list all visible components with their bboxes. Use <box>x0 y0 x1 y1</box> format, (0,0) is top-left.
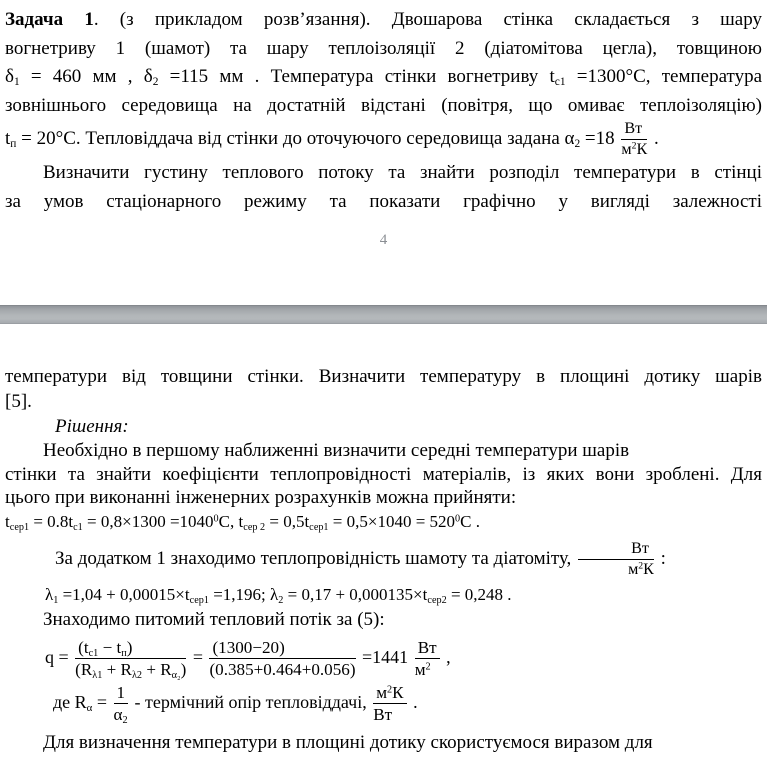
contact-temperature-intro-line: Для визначення температури в площині дотику скористуємося виразом для <box>43 732 653 754</box>
document-page-top <box>0 0 767 250</box>
formula-thermal-conductivities: $\lambda_1 =1,04 + 0,00015\times t_{сер1} =1,196$; $\lambda_2 = 0,17 + 0,000135\times t_{сер2} = 0,248$ . <box>45 584 512 606</box>
problem-statement-line-4: зовнішнього середовища на достатній відстані (повітря, що омиває теплоізоляцію) <box>5 94 762 116</box>
page-number: 4 <box>379 232 388 249</box>
solution-para-line-2: стінки та знайти коефіцієнти теплопровідності матеріалів, із яких вони зроблені. Для <box>5 463 762 485</box>
formula-average-temperatures: $t_{сер1} = 0.8t_{с1} = 0,8\times 1300 =1040^0С$, $t_{сер 2} = 0,5t_{сер1} = 0,5\times 1040 = 520^0С$ . <box>5 511 480 533</box>
fraction: $\frac{1}{\alpha_2}$ <box>113 683 128 727</box>
fraction: $\frac{Вт}{м^2}$ <box>415 638 440 679</box>
formula-heat-flux: q = $\frac{(t_{с1} - t_п)}{(R_{\lambda 1} + R_{\lambda 2} + R_{\alpha_2})}$ = $\frac{(1300-20)}{(0.385+0.464+0.056)}$ =1441 $\frac{Вт}{м^2}$ , <box>45 637 451 681</box>
continuation-line-1: температури від товщини стінки. Визначити температуру в площині дотику шарів <box>5 366 762 388</box>
problem-statement-line-2: вогнетриву 1 (шамот) та шару теплоізоляції 2 (діатомітова цегла), товщиною <box>5 37 762 59</box>
problem-statement-line-5: $t_п = 20^\circ С$. Тепловіддача від стінки до оточуючого середовища задана $\alpha_2 =18$ $\frac{Вт}{м^2К}$ . <box>5 120 659 159</box>
solution-para-line-3: цього при виконанні інженерних розрахунків можна прийняти: <box>5 487 517 509</box>
heat-flux-intro-line: Знаходимо питомий тепловий потік за (5): <box>43 608 385 630</box>
task-line-2: за умов стаціонарного режиму та показати графічно у вигляді залежності <box>5 190 762 212</box>
fraction: $\frac{м^2К}{Вт}$ <box>373 683 406 724</box>
problem-statement-line-1: Задача 1. (з прикладом розв’язання). Двошарова стінка складається з шару <box>5 9 762 30</box>
fraction: $\frac{(1300-20)}{(0.385+0.464+0.056)}$ <box>209 637 356 680</box>
appendix-reference-line: За додатком 1 знаходимо теплопровідність шамоту та діатоміту, $\frac{Вт}{м^2К}$ : <box>55 539 666 578</box>
solution-para-line-1: Необхідно в першому наближенні визначити середні температури шарів <box>43 440 630 462</box>
solution-heading: Рішення: <box>55 416 129 438</box>
document-page-bottom <box>0 324 767 755</box>
task-line-1: Визначити густину теплового потоку та знайти розподіл температури в стінці <box>43 162 762 184</box>
page-break-separator <box>0 305 767 324</box>
continuation-line-2: [5]. <box>5 391 32 413</box>
fraction: $\frac{(t_{с1} - t_п)}{(R_{\lambda 1} + R_{\lambda 2} + R_{\alpha_2})}$ <box>75 637 187 681</box>
formula-thermal-resistance-definition: де $R_\alpha$ = $\frac{1}{\alpha_2}$ - термічний опір тепловіддачі, $\frac{м^2К}{Вт}$ . <box>53 683 418 727</box>
fraction: $\frac{Вт}{м^2К}$ <box>578 540 654 579</box>
fraction: $\frac{Вт}{м^2К}$ <box>621 120 648 159</box>
problem-statement-line-3: $\delta_1 = 460$ мм , $\delta_2 =115$ мм . Температура стінки вогнетриву $t_{с1} =1300^\circ С$, температура <box>5 66 763 89</box>
